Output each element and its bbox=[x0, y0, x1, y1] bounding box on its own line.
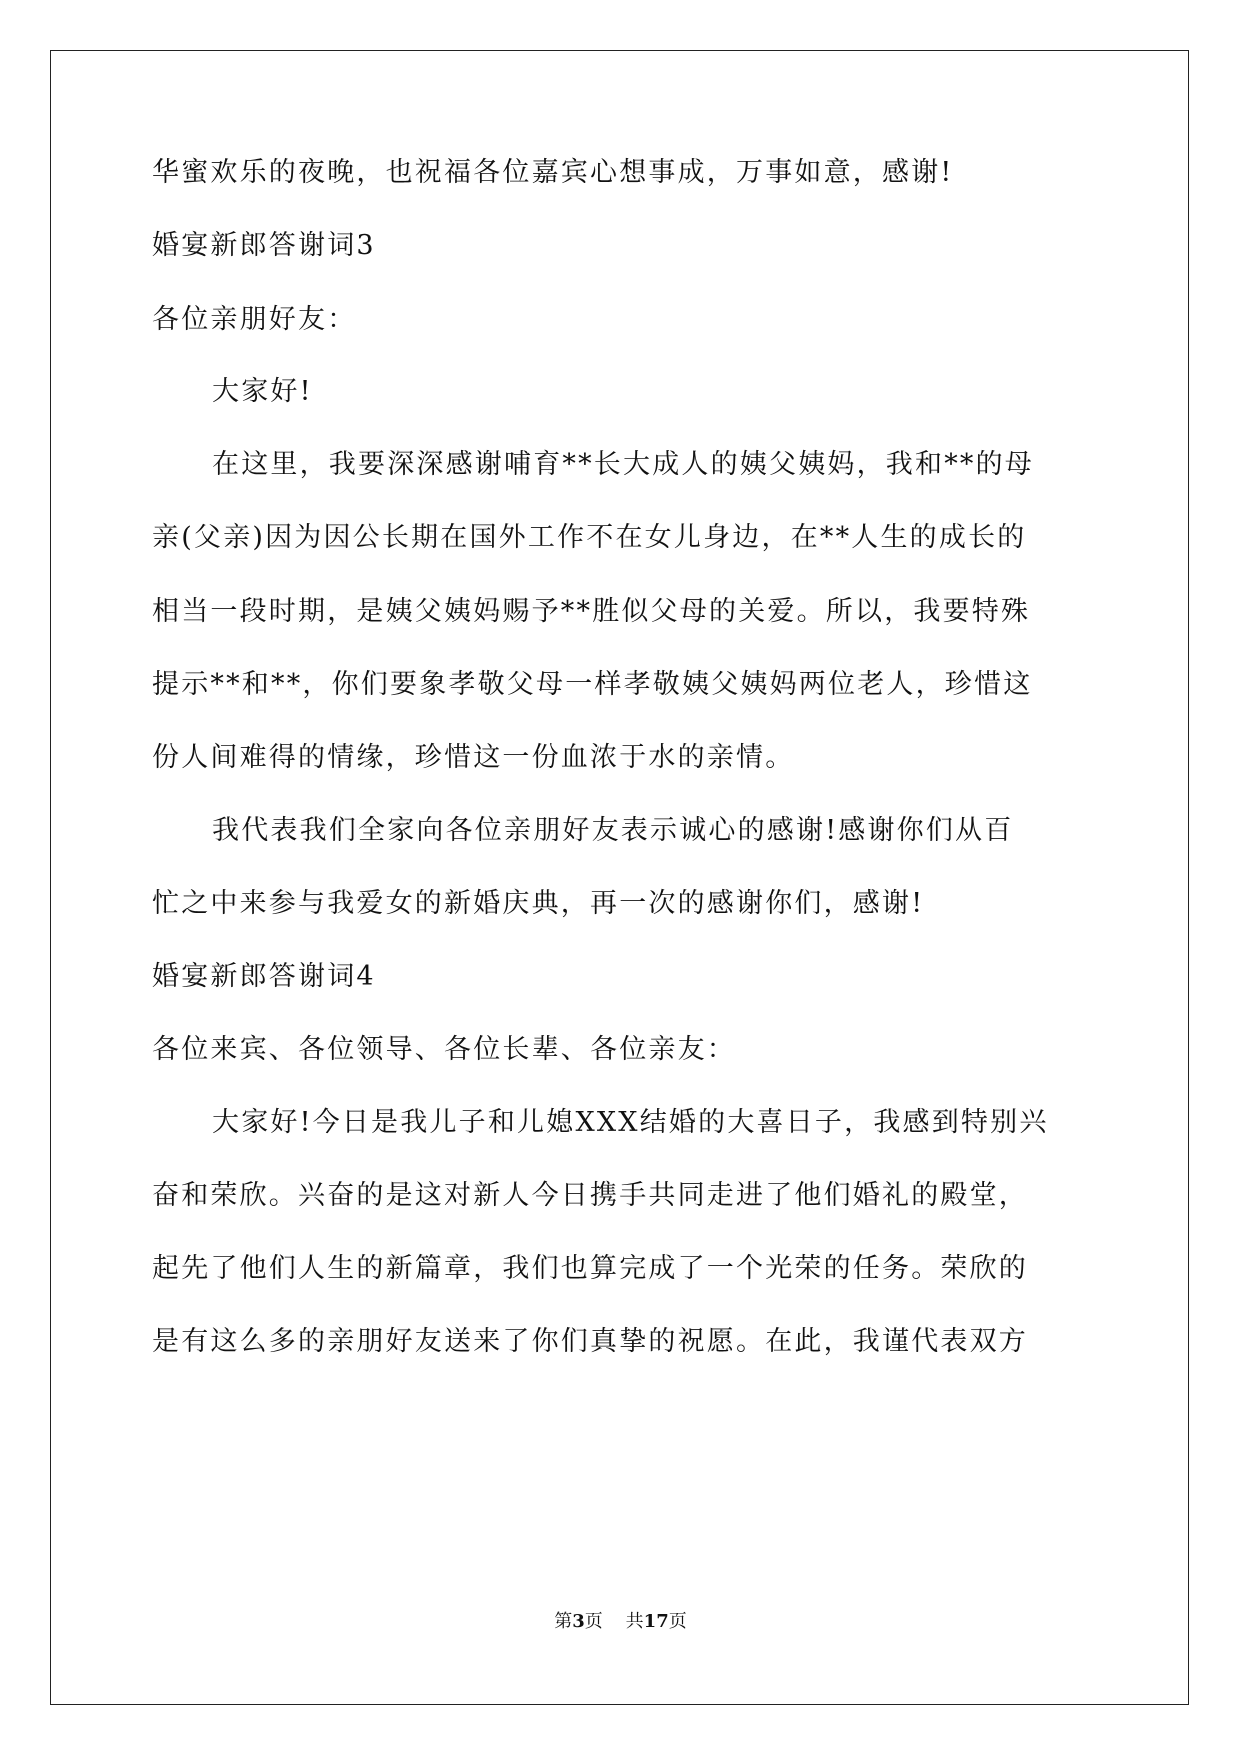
paragraph-line: 我代表我们全家向各位亲朋好友表示诚心的感谢!感谢你们从百 bbox=[212, 815, 1014, 846]
paragraph-line: 忙之中来参与我爱女的新婚庆典，再一次的感谢你们，感谢! bbox=[152, 888, 925, 919]
paragraph-line: 是有这么多的亲朋好友送来了你们真挚的祝愿。在此，我谨代表双方 bbox=[152, 1326, 1028, 1357]
total-prefix: 共 bbox=[625, 1611, 644, 1632]
page-footer bbox=[0, 1611, 1241, 1633]
paragraph-line: 起先了他们人生的新篇章，我们也算完成了一个光荣的任务。荣欣的 bbox=[152, 1253, 1028, 1284]
page-unit: 页 bbox=[584, 1611, 603, 1632]
page-number: 3 bbox=[572, 1611, 585, 1632]
total-pages: 17 bbox=[643, 1611, 669, 1632]
page-frame bbox=[50, 50, 1189, 1705]
section-heading: 婚宴新郎答谢词3 bbox=[152, 230, 376, 261]
section-heading: 婚宴新郎答谢词4 bbox=[152, 961, 376, 992]
paragraph-line: 在这里，我要深深感谢哺育**长大成人的姨父姨妈，我和**的母 bbox=[212, 449, 1034, 480]
salutation: 各位来宾、各位领导、各位长辈、各位亲友： bbox=[152, 1034, 736, 1065]
paragraph-line: 大家好!今日是我儿子和儿媳XXX结婚的大喜日子，我感到特别兴 bbox=[212, 1107, 1049, 1138]
paragraph-line: 奋和荣欣。兴奋的是这对新人今日携手共同走进了他们婚礼的殿堂， bbox=[152, 1180, 1028, 1211]
paragraph-line: 提示**和**，你们要象孝敬父母一样孝敬姨父姨妈两位老人，珍惜这 bbox=[152, 669, 1033, 700]
page-prefix: 第 bbox=[554, 1611, 573, 1632]
salutation: 各位亲朋好友： bbox=[152, 304, 357, 335]
paragraph-line: 相当一段时期，是姨父姨妈赐予**胜似父母的关爱。所以，我要特殊 bbox=[152, 596, 1031, 627]
paragraph-line: 华蜜欢乐的夜晚，也祝福各位嘉宾心想事成，万事如意，感谢! bbox=[152, 157, 954, 188]
paragraph-line: 亲(父亲)因为因公长期在国外工作不在女儿身边，在**人生的成长的 bbox=[152, 522, 1027, 553]
total-unit: 页 bbox=[668, 1611, 687, 1632]
greeting: 大家好! bbox=[212, 376, 313, 407]
paragraph-line: 份人间难得的情缘，珍惜这一份血浓于水的亲情。 bbox=[152, 742, 795, 773]
